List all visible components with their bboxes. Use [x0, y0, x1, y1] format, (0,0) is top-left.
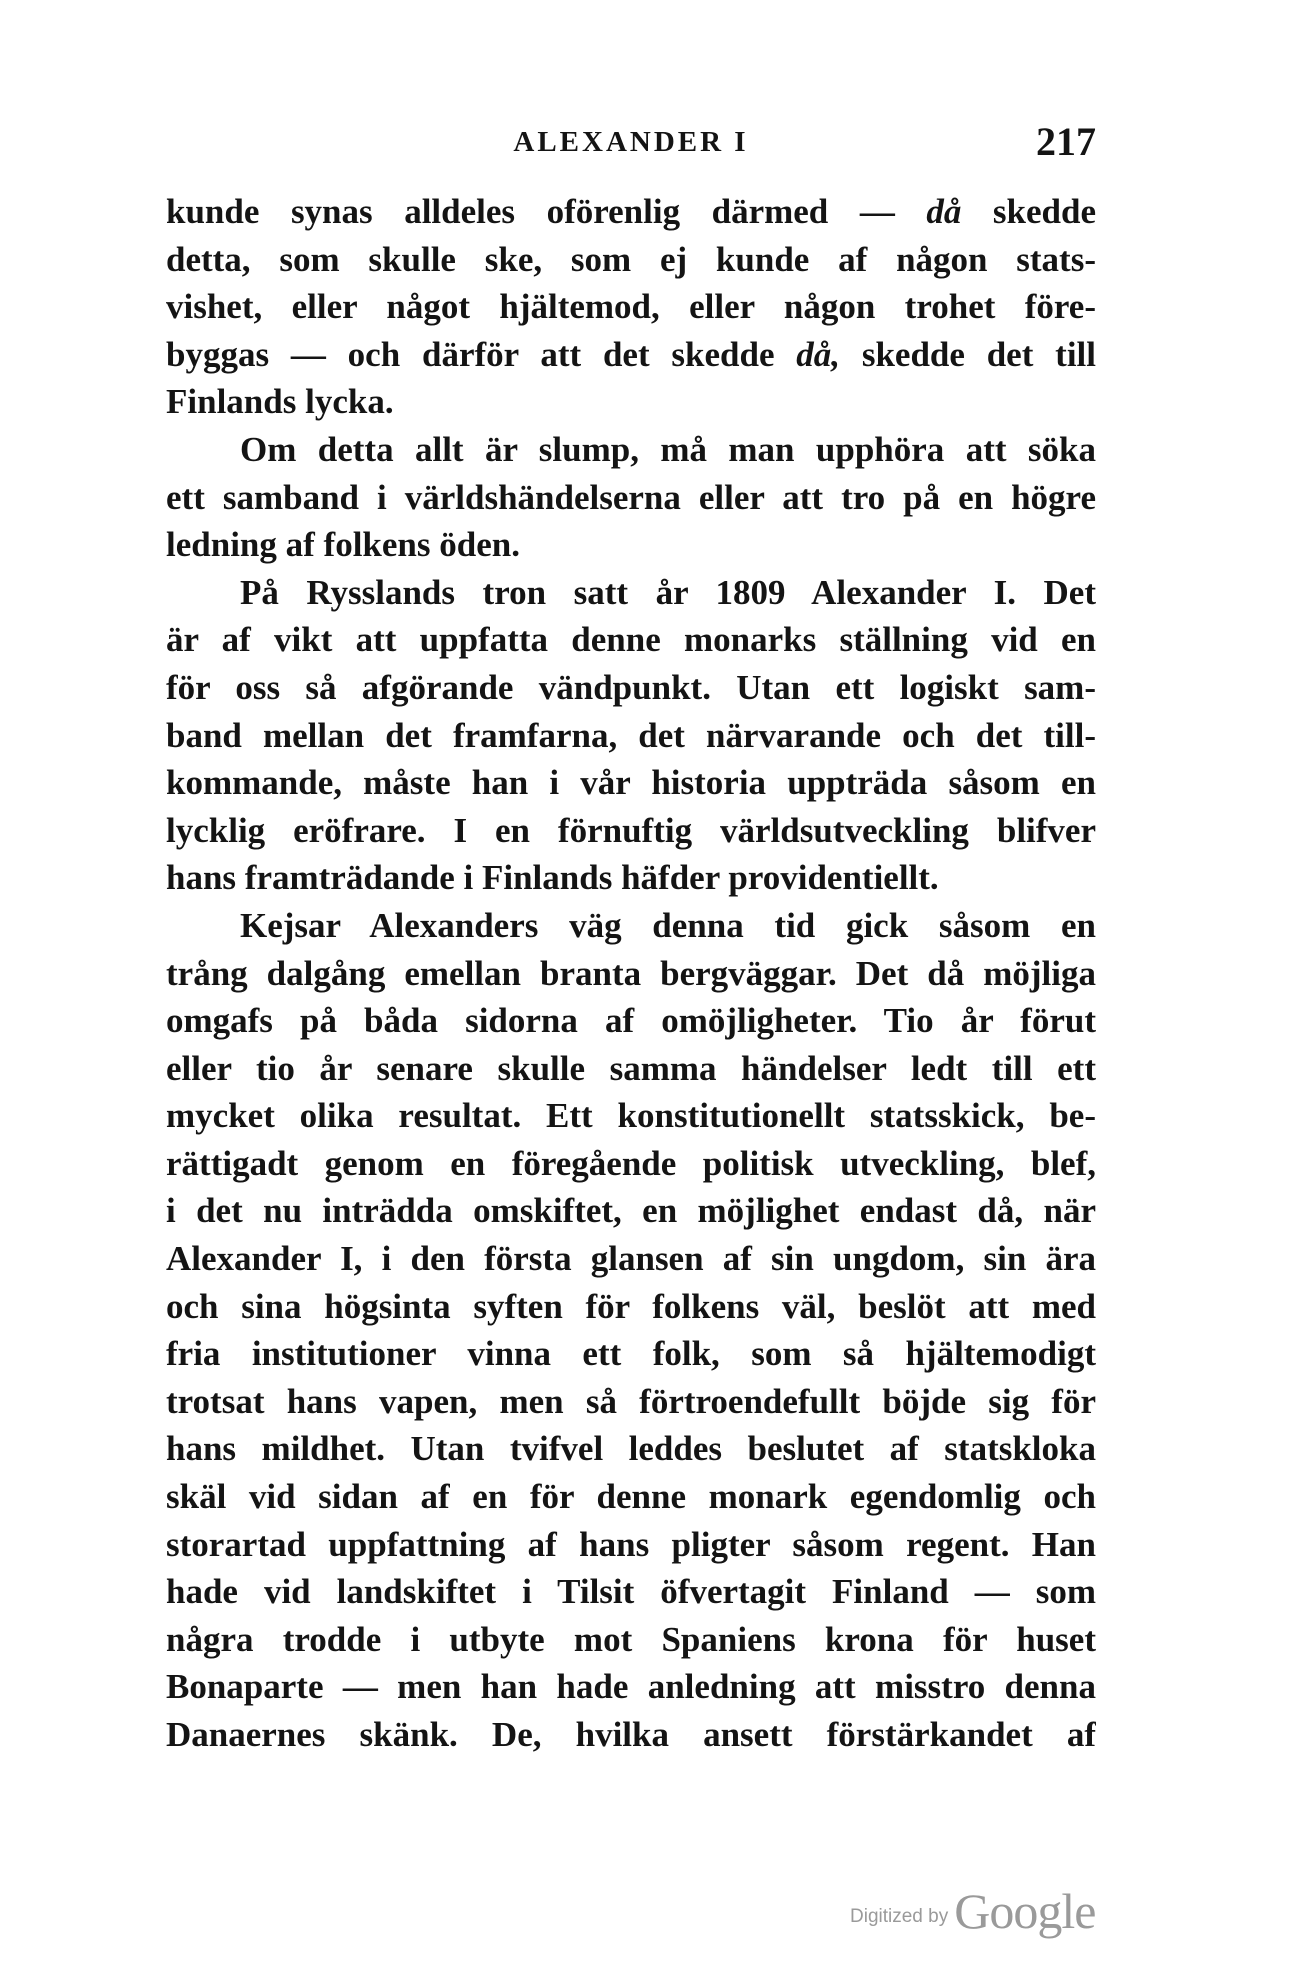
text-line: band mellan det framfarna, det närvarande och det till- — [166, 715, 1096, 755]
text-line: storartad uppfattning af hans pligter såsom regent. Han — [166, 1524, 1096, 1564]
text-line: skäl vid sidan af en för denne monark egendomlig och — [166, 1477, 1096, 1517]
text-line: ett samband i världshändelserna eller att tro på en högre — [166, 477, 1096, 517]
text-line: Kejsar Alexanders väg denna tid gick såsom en — [240, 905, 1096, 945]
text-line: är af vikt att uppfatta denne monarks ställning vid en — [166, 620, 1096, 660]
text-line: Bonaparte — men han hade anledning att misstro denna — [166, 1667, 1096, 1707]
text-line: omgafs på båda sidorna af omöjligheter. Tio år förut — [166, 1001, 1096, 1041]
text-line: kommande, måste han i vår historia uppträda såsom en — [166, 763, 1096, 803]
text-line: lycklig eröfrare. I en förnuftig världsutveckling blifver — [166, 810, 1096, 850]
text-line: kunde synas alldeles oförenlig därmed — då skedde — [166, 192, 1096, 231]
text-line: fria institutioner vinna ett folk, som så hjältemodigt — [166, 1334, 1096, 1374]
text-line: trotsat hans vapen, men så förtroendefullt böjde sig för — [166, 1381, 1096, 1421]
text-line: Danaernes skänk. De, hvilka ansett förstärkandet af — [166, 1715, 1096, 1754]
text-line: På Rysslands tron satt år 1809 Alexander I. Det — [240, 572, 1096, 612]
google-watermark — [850, 1882, 1095, 1942]
text-line: hans mildhet. Utan tvifvel leddes beslutet af statskloka — [166, 1429, 1096, 1469]
text-line: detta, som skulle ske, som ej kunde af någon stats- — [166, 239, 1096, 279]
text-line: hans framträdande i Finlands häfder providentiellt. — [166, 858, 939, 898]
text-line: rättigadt genom en föregående politisk utveckling, blef, — [166, 1143, 1096, 1183]
text-line: Finlands lycka. — [166, 382, 394, 422]
digitized-by-label: Digitized by — [850, 1906, 949, 1927]
text-line: för oss så afgörande vändpunkt. Utan ett logiskt sam- — [166, 667, 1096, 707]
text-line: ledning af folkens öden. — [166, 525, 520, 565]
text-line: trång dalgång emellan branta bergväggar. Det då möjliga — [166, 953, 1096, 993]
text-line: vishet, eller något hjältemod, eller någon trohet före- — [166, 287, 1096, 327]
text-line: eller tio år senare skulle samma händelser ledt till ett — [166, 1048, 1096, 1088]
running-title: ALEXANDER I — [513, 126, 749, 158]
google-logo: Google — [954, 1883, 1096, 1939]
text-line: i det nu inträdda omskiftet, en möjlighet endast då, när — [166, 1191, 1096, 1231]
text-line: Alexander I, i den första glansen af sin ungdom, sin ära — [166, 1239, 1096, 1279]
page-number: 217 — [1036, 119, 1096, 164]
text-line: byggas — och därför att det skedde då, skedde det till — [166, 334, 1096, 374]
text-line: och sina högsinta syften för folkens väl, beslöt att med — [166, 1286, 1096, 1326]
body-text — [166, 188, 1096, 1759]
text-line: mycket olika resultat. Ett konstitutionellt statsskick, be- — [166, 1096, 1096, 1136]
text-line: några trodde i utbyte mot Spaniens krona för huset — [166, 1619, 1096, 1659]
running-head — [166, 118, 1096, 168]
text-line: Om detta allt är slump, må man upphöra att söka — [240, 429, 1096, 469]
text-line: hade vid landskiftet i Tilsit öfvertagit Finland — som — [166, 1572, 1096, 1612]
